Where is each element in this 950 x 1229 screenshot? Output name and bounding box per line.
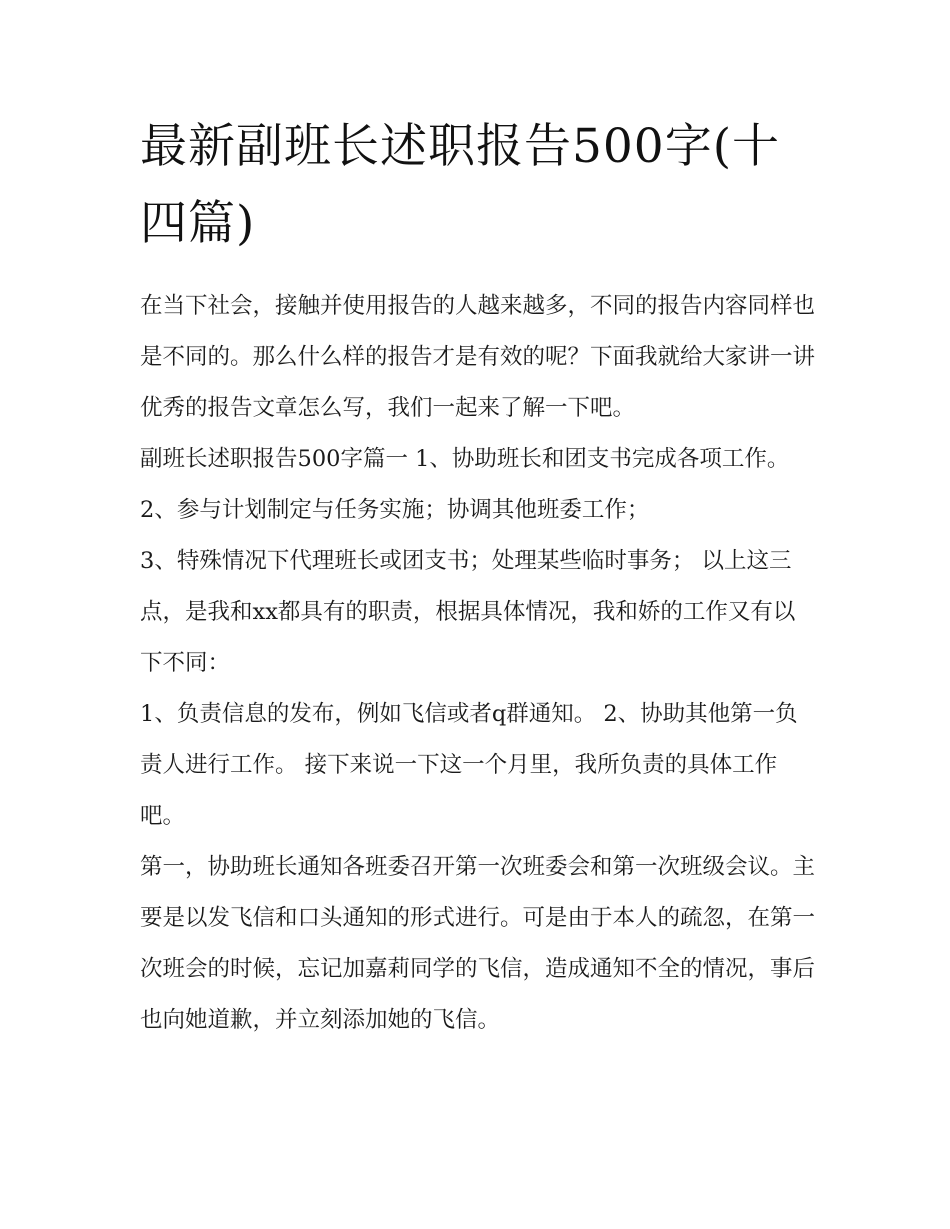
- paragraph-4: 第一，协助班长通知各班委召开第一次班委会和第一次班级会议。主要是以发飞信和口头通知的形式进行。可是由于本人的疏忽，在第一次班会的时候，忘记加嘉莉同学的飞信，造成通知不全的情况，事后也向她道歉，并立刻添加她的飞信。: [140, 854, 816, 1033]
- paragraph-3: 1、负责信息的发布，例如飞信或者q群通知。 2、协助其他第一负责人进行工作。 接下来说一下这一个月里，我所负责的具体工作吧。: [140, 701, 798, 829]
- paragraph-1: 副班长述职报告500字篇一 1、协助班长和团支书完成各项工作。 2、参与计划制定与任务实施；协调其他班委工作；: [140, 446, 790, 523]
- document-body: [140, 281, 816, 1046]
- paragraph-2: 3、特殊情况下代理班长或团支书；处理某些临时事务； 以上这三点，是我和xx都具有的职责，根据具体情况，我和娇的工作又有以下不同：: [140, 548, 796, 676]
- document-title: 最新副班长述职报告500字(十四篇): [140, 119, 781, 251]
- paragraph-intro: 在当下社会，接触并使用报告的人越来越多，不同的报告内容同样也是不同的。那么什么样的报告才是有效的呢？下面我就给大家讲一讲优秀的报告文章怎么写，我们一起来了解一下吧。: [140, 293, 816, 421]
